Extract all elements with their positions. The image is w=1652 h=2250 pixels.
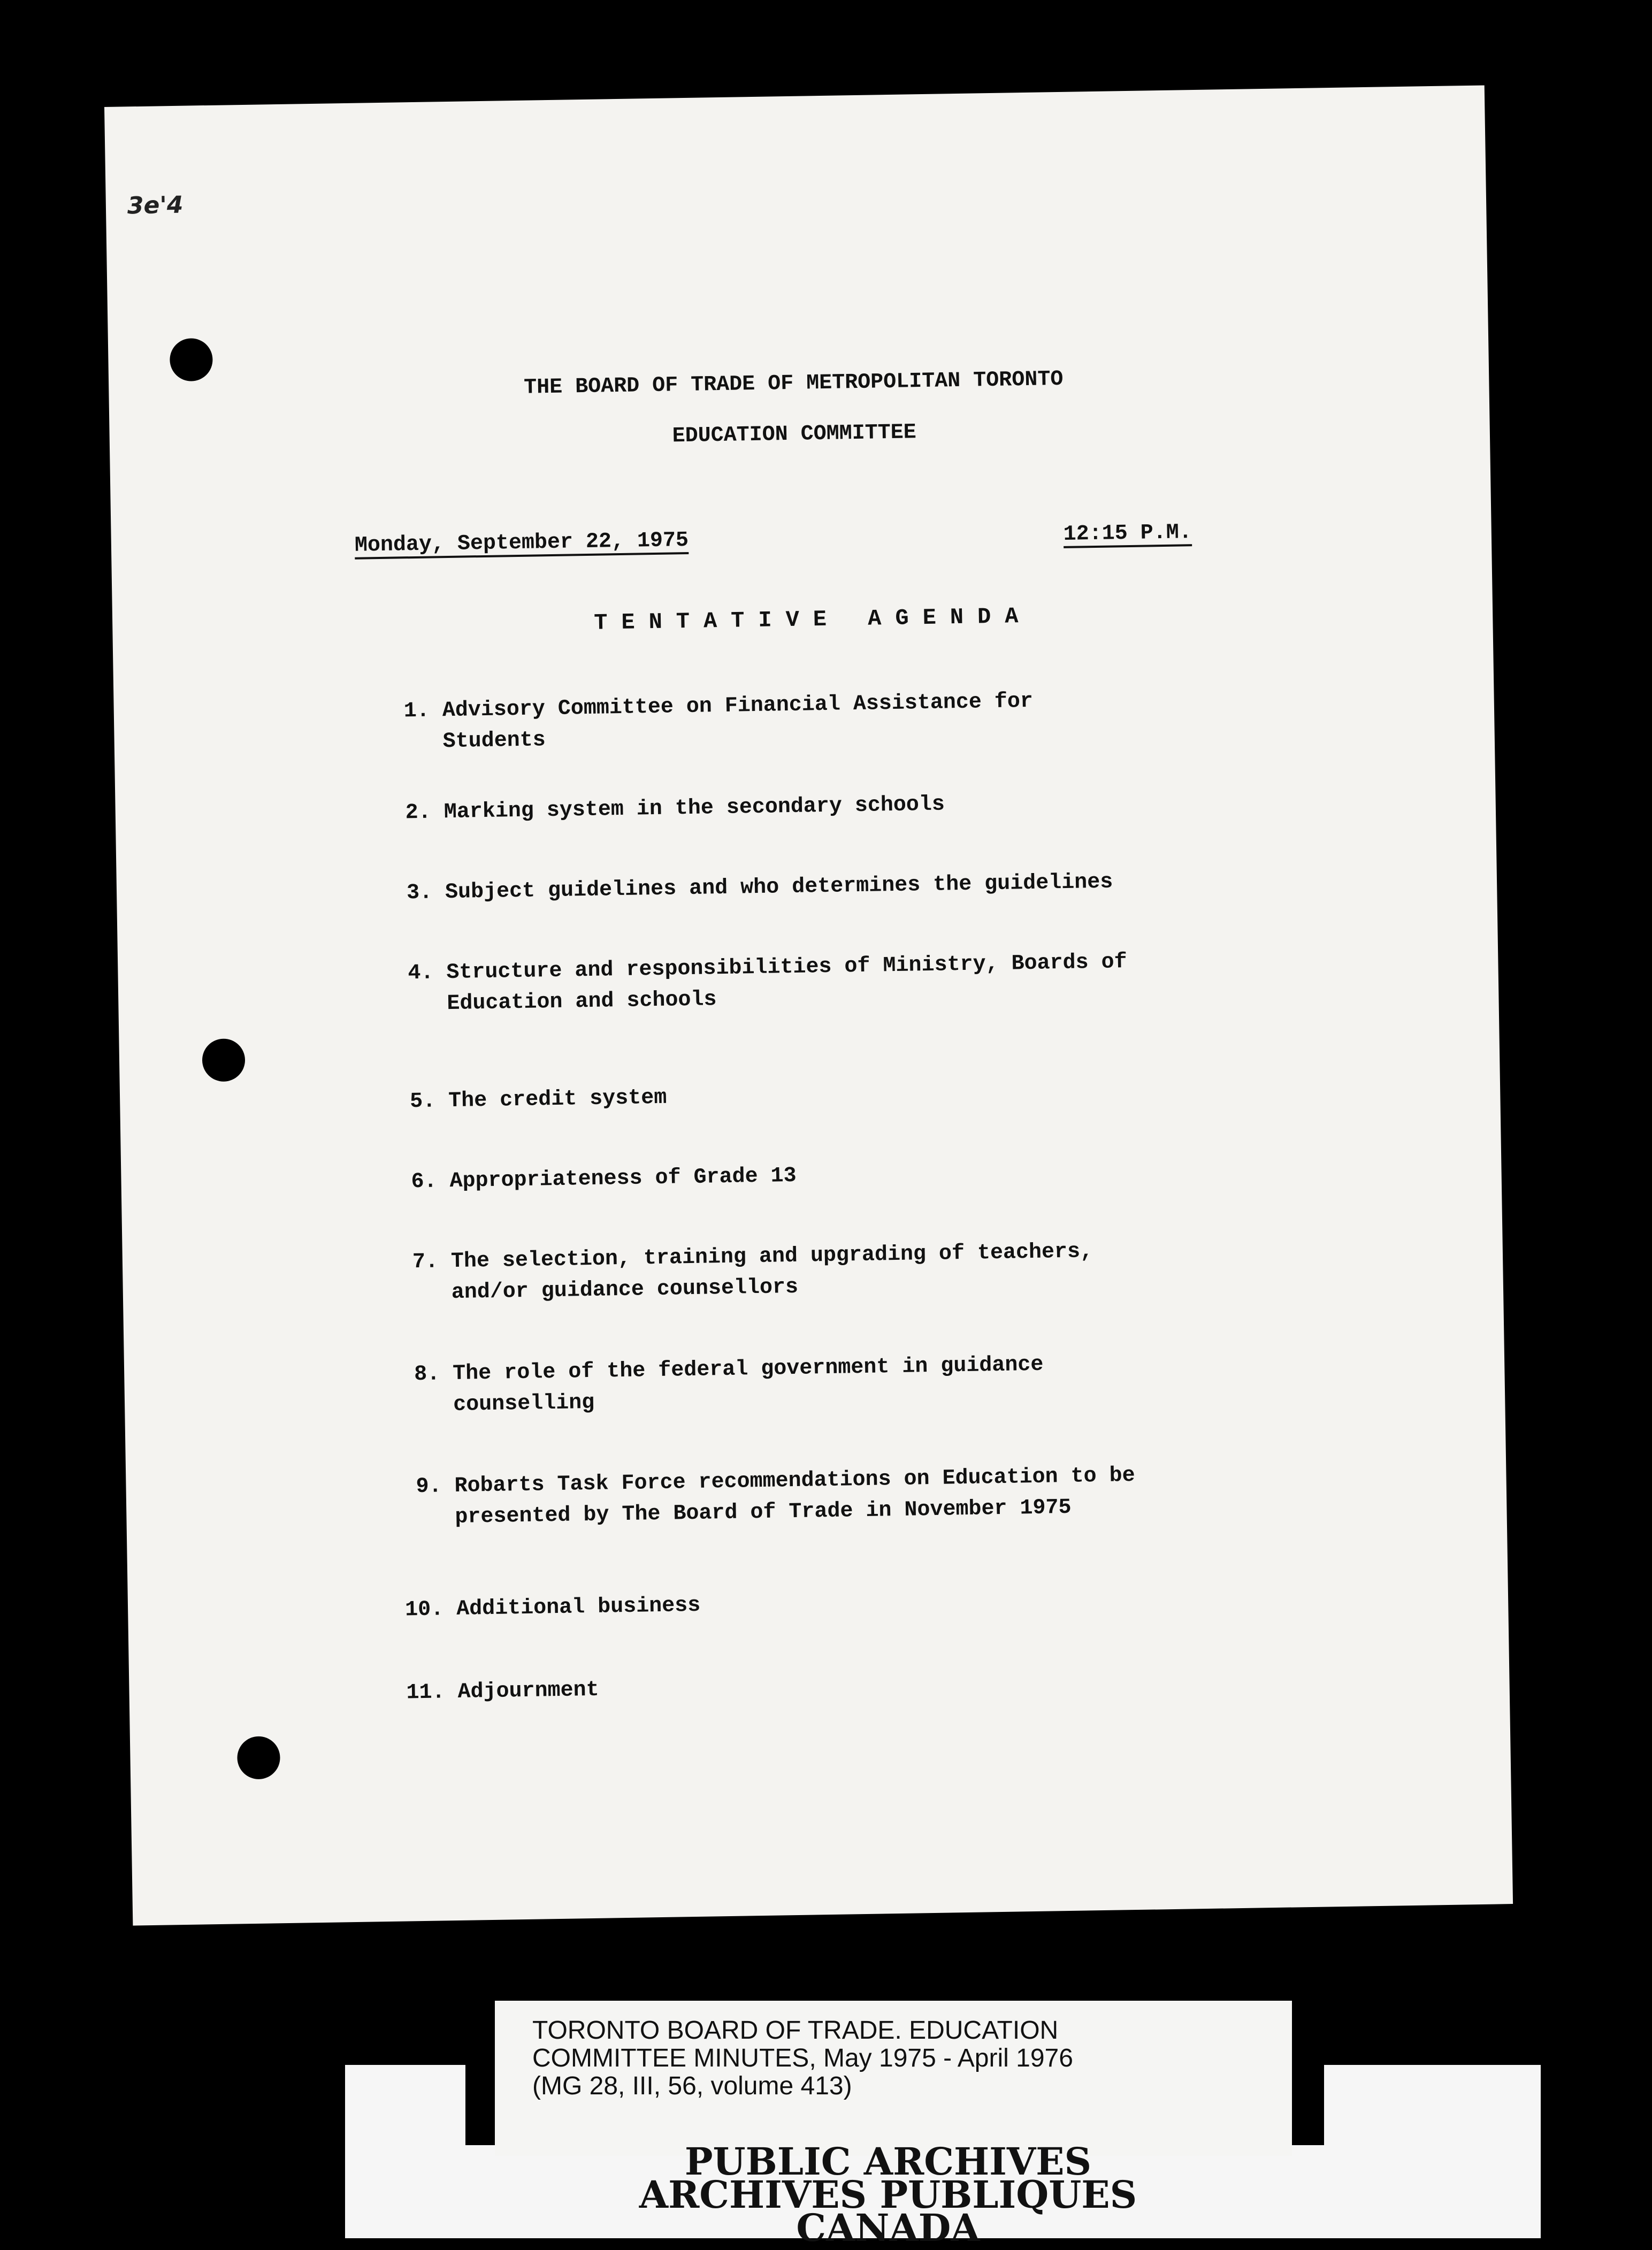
strip-notch-right — [1292, 2065, 1324, 2145]
agenda-item — [388, 1460, 1151, 1534]
stamp-line: ARCHIVES PUBLIQUES — [639, 2172, 1137, 2217]
agenda-item-number: 2. — [405, 800, 432, 825]
pencil-annotation: 3e'4 — [127, 191, 183, 220]
document-page — [104, 85, 1513, 1925]
agenda-item-text: Robarts Task Force recommendations on Education to be presented by The Board of Trade in November 1975 — [454, 1464, 1135, 1530]
agenda-item-text: Adjournment — [457, 1678, 599, 1704]
archive-reference-label — [495, 2001, 1292, 2156]
agenda-item — [385, 1236, 1148, 1310]
agenda-item-number: 5. — [409, 1089, 436, 1114]
agenda-item — [383, 1154, 1199, 1198]
punch-hole-top — [170, 338, 213, 381]
stamp-line: CANADA — [796, 2206, 980, 2250]
strip-notch-left — [465, 2065, 498, 2145]
agenda-item-text: Marking system in the secondary schools — [443, 792, 945, 825]
agenda-item — [382, 1074, 1198, 1118]
agenda-item-text: Structure and responsibilities of Ministry, Boards of Education and schools — [446, 950, 1127, 1016]
agenda-item-text: Appropriateness of Grade 13 — [449, 1164, 797, 1194]
agenda-item — [390, 1582, 1206, 1626]
agenda-item — [391, 1665, 1207, 1709]
agenda-item-text: Additional business — [456, 1593, 701, 1622]
agenda-item-number: 6. — [411, 1169, 437, 1195]
committee-title: EDUCATION COMMITTEE — [672, 420, 917, 449]
agenda-item-number: 9. — [416, 1474, 442, 1499]
archive-reference-text — [532, 2017, 1073, 2100]
agenda-item — [376, 686, 1047, 759]
archive-label-line: TORONTO BOARD OF TRADE. EDUCATION — [532, 2016, 1059, 2045]
agenda-item — [386, 1349, 1096, 1422]
punch-hole-bottom — [237, 1736, 280, 1779]
public-archives-stamp — [556, 2139, 1220, 2250]
agenda-item-number: 3. — [406, 881, 433, 906]
agenda-item-number: 4. — [408, 961, 434, 986]
agenda-item-text: The role of the federal government in guidance counselling — [452, 1352, 1044, 1418]
agenda-item-number: 10. — [404, 1597, 444, 1623]
agenda-title: TENTATIVE AGENDA — [593, 603, 1032, 636]
agenda-item-number: 7. — [412, 1250, 439, 1275]
archive-label-line: COMMITTEE MINUTES, May 1975 - April 1976 — [532, 2044, 1073, 2072]
punch-hole-middle — [202, 1038, 245, 1082]
agenda-item-text: The credit system — [448, 1085, 667, 1114]
agenda-item-text: Subject guidelines and who determines the guidelines — [445, 870, 1113, 905]
agenda-item-text: The selection, training and upgrading of teachers, and/or guidance counsellors — [450, 1239, 1093, 1305]
meeting-time: 12:15 P.M. — [1063, 521, 1192, 547]
agenda-item-number: 8. — [414, 1362, 440, 1387]
agenda-item-number: 11. — [406, 1680, 445, 1705]
agenda-item-number: 1. — [403, 699, 430, 724]
meeting-date: Monday, September 22, 1975 — [354, 528, 689, 558]
archive-label-line: (MG 28, III, 56, volume 413) — [532, 2072, 852, 2100]
agenda-item — [379, 866, 1195, 909]
stamp-line: PUBLIC ARCHIVES — [684, 2139, 1092, 2184]
agenda-item — [377, 785, 1193, 829]
org-title: THE BOARD OF TRADE OF METROPOLITAN TORONTO — [523, 367, 1064, 400]
agenda-item-text: Advisory Committee on Financial Assistance for Students — [442, 689, 1034, 754]
agenda-item — [380, 946, 1153, 1021]
